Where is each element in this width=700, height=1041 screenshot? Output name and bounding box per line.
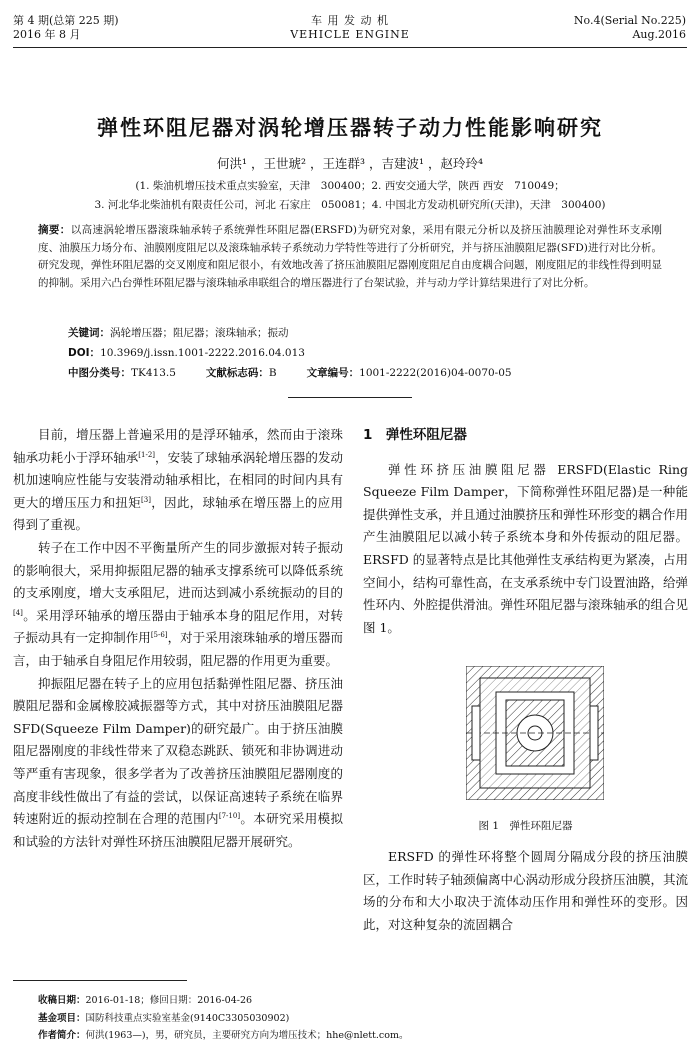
citation: [3] xyxy=(141,495,151,504)
abstract-divider xyxy=(288,397,412,398)
paragraph: 弹性环挤压油膜阻尼器 ERSFD(Elastic Ring Squeeze Film Damper，下简称弹性环阻尼器)是一种能提供弹性支承，并且通过油膜挤压和弹性环形变的耦合作用产生油膜阻尼以减小转子系统本身和外传振动的阻尼器。ERSFD 的显著特点是比其他弹性支承结构更为紧凑，占用空间小，结构可靠性高，在支承系统中专门设置油路，给弹性环内、外腔提供滑油。弹性环阻尼器与滚珠轴承的组合见图 1。 xyxy=(363,461,689,635)
serial-number: No.4(Serial No.225) xyxy=(573,14,686,27)
footnote-fund: 基金项目：国防科技重点实验室基金(9140C3305030902) xyxy=(38,1013,290,1024)
abstract xyxy=(38,222,662,292)
footnote-received: 收稿日期：2016-01-18；修回日期：2016-04-26 xyxy=(38,995,253,1006)
left-column xyxy=(13,424,343,853)
doi-text: 10.3969/j.issn.1001-2222.2016.04.013 xyxy=(100,347,305,359)
damper-figure xyxy=(466,666,604,800)
citation: [5-6] xyxy=(150,631,168,640)
clc-code: TK413.5 xyxy=(131,367,176,379)
keywords-text: 涡轮增压器；阻尼器；滚珠轴承；振动 xyxy=(110,327,289,339)
citation: [1-2] xyxy=(138,450,156,459)
author-list: 何洪¹ ，王世琥² ，王连群³ ，吉建波¹ ，赵玲玲⁴ xyxy=(217,156,483,171)
citation: [4] xyxy=(13,608,23,617)
paper-title: 弹性环阻尼器对涡轮增压器转子动力性能影响研究 xyxy=(97,116,603,140)
citation: [7-10] xyxy=(218,811,241,820)
paragraph: 抑振阻尼器在转子上的应用包括黏弹性阻尼器、挤压油膜阻尼器和金属橡胶减振器等方式，其中对挤压油膜阻尼器 SFD(Squeeze Film Damper)的研究最广。由于挤压油膜阻尼器刚度的非线性带来了双稳态跳跃、锁死和非协调进动等严重有害现象，很多学者为了改善挤压油膜阻尼器刚度的高度非线性做出了有益的尝试，以保证高速转子系统在临界转速附近的振动控制在合理的范围内[7-10]。本研究采用模拟和试验的方法针对弹性环挤压油膜阻尼器开展研究。 xyxy=(13,675,343,849)
article-number: 1001-2222(2016)04-0070-05 xyxy=(359,367,512,379)
doi-label: DOI： xyxy=(68,347,101,359)
affiliation-line-1: (1. 柴油机增压技术重点实验室，天津 300400；2. 西安交通大学，陕西 西安 710049； xyxy=(135,180,565,192)
serial-date: Aug.2016 xyxy=(632,28,686,41)
issue-date: 2016 年 8 月 xyxy=(13,28,81,41)
footnote-divider xyxy=(13,980,187,981)
keywords xyxy=(68,325,289,340)
right-column xyxy=(363,424,688,639)
abstract-label: 摘要： xyxy=(38,224,71,236)
journal-name-en: VEHICLE ENGINE xyxy=(290,28,410,41)
journal-name-cn: 车 用 发 动 机 xyxy=(311,14,389,27)
header-divider xyxy=(13,47,687,48)
keywords-label: 关键词： xyxy=(68,327,110,339)
article-number-label: 文章编号： xyxy=(306,367,360,379)
affiliation-line-2: 3. 河北华北柴油机有限责任公司，河北 石家庄 050081；4. 中国北方发动机研究所(天津)，天津 300400) xyxy=(94,199,606,211)
right-column-continued xyxy=(363,846,688,936)
issue-number: 第 4 期(总第 225 期) xyxy=(13,14,119,27)
footnote-author: 作者简介：何洪(1963—)，男，研究员，主要研究方向为增压技术；hhe@nlett.com。 xyxy=(38,1030,409,1041)
journal-serial-info xyxy=(574,14,686,42)
section-heading: 1 弹性环阻尼器 xyxy=(363,427,467,443)
paragraph: 转子在工作中因不平衡量所产生的同步激振对转子振动的影响很大，采用抑振阻尼器的轴承支撑系统可以降低系统的支承刚度，增大支承阻尼，进而达到减小系统振动的目的[4]。采用浮环轴承的增压器由于轴承本身的阻尼作用，对转子振动具有一定抑制作用[5-6]，对于采用滚珠轴承的增压器而言，由于轴承自身阻尼作用较弱，阻尼器的作用更为重要。 xyxy=(13,539,343,668)
doi xyxy=(68,345,305,360)
clc-label: 中图分类号： xyxy=(68,367,131,379)
abstract-text: 以高速涡轮增压器滚珠轴承转子系统弹性环阻尼器(ERSFD)为研究对象，采用有限元分析以及挤压油膜理论对弹性环支承刚度、油膜压力场分布、油膜刚度阻尼以及滚珠轴承转子系统动力学特性等进行了分析研究，并与挤压油膜阻尼器(SFD)进行对比分析。研究发现，弹性环阻尼器的交叉刚度和阻尼很小，有效地改善了挤压油膜阻尼器刚度阻尼自由度耦合问题，刚度阻尼的非线性得到明显的抑制。采用六凸台弹性环阻尼器与滚珠轴承串联组合的增压器进行了台架试验，并与动力学计算结果进行了对比分析。 xyxy=(38,224,662,289)
doc-code: B xyxy=(268,367,277,379)
doc-code-label: 文献标志码： xyxy=(205,367,269,379)
paragraph: 目前，增压器上普遍采用的是浮环轴承，然而由于滚珠轴承功耗小于浮环轴承[1-2]，安装了球轴承涡轮增压器的发动机加速响应性能与安装滑动轴承相比，在相同的时间内具有更大的增压压力和扭矩[3]，因此，球轴承在增压器上的应用得到了重视。 xyxy=(13,427,343,533)
figure-caption: 图 1 弹性环阻尼器 xyxy=(478,820,573,832)
classification-codes xyxy=(68,365,512,380)
paragraph: ERSFD 的弹性环将整个圆周分隔成分段的挤压油膜区，工作时转子轴颈偏离中心涡动形成分段挤压油膜，其流场的分布和大小取决于流体动压作用和弹性环的变形。因此，对这种复杂的流固耦合 xyxy=(363,849,689,932)
